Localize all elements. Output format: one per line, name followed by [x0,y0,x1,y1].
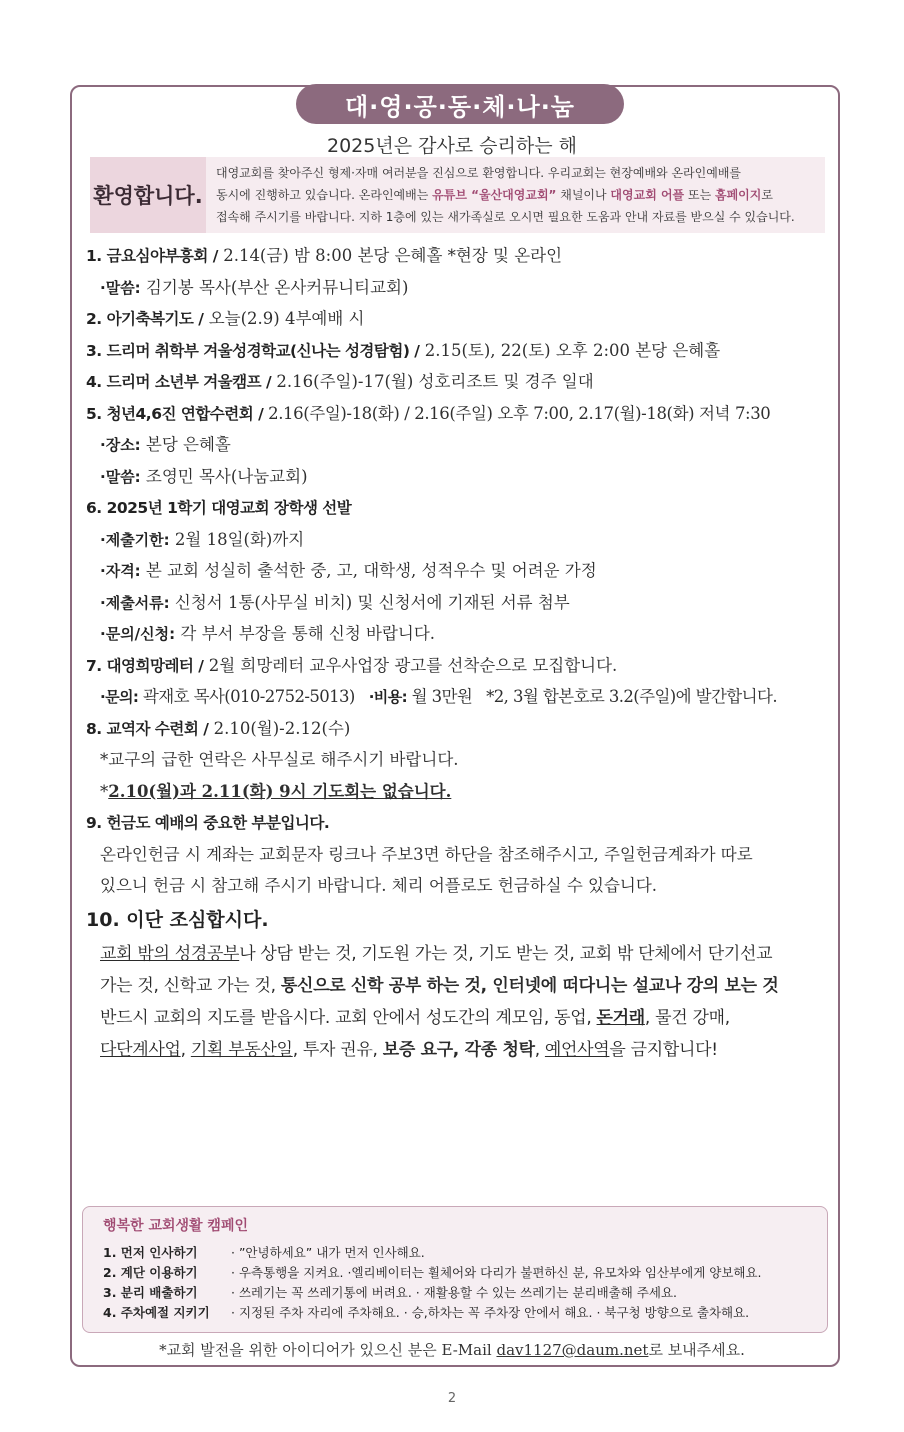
announcement-item-8 [86,713,831,745]
para-text: , 물건 강매, [644,1007,730,1028]
detail-label: ·문의/신청: [100,625,176,643]
welcome-text-span: 동시에 진행하고 있습니다. 온라인예배는 [216,188,433,202]
detail-label: ·장소: [100,436,141,454]
announcement-detail: 있으니 헌금 시 참고해 주시기 바랍니다. 체리 어플로도 헌금하실 수 있습니다. [100,876,658,895]
heresy-paragraph-line [86,938,831,970]
detail-label: ·문의: [100,688,139,706]
para-bold: 보증 요구, 각종 청탁 [382,1039,535,1060]
announcement-detail [86,429,831,461]
item-text: 오늘(2.9) 4부예배 시 [203,309,365,328]
item-heading: 5. 청년4,6진 연합수련회 / [86,404,264,423]
detail-label: ·제출기한: [100,530,170,549]
heresy-paragraph-line [86,970,831,1002]
item-heading: 8. 교역자 수련회 / [86,719,209,738]
announcement-detail [86,618,831,650]
note-marker: * [100,781,109,801]
announcement-item-7 [86,650,831,682]
announcement-item-3 [86,335,831,367]
item-text: 2.14(금) 밤 8:00 본당 은혜홀 *현장 및 온라인 [217,246,563,265]
para-underline: 예언사역 [544,1039,610,1060]
announcement-item-9 [86,807,831,839]
announcement-item-1 [86,240,831,272]
para-underline: 다단계사업 [100,1039,181,1060]
campaign-box [82,1206,828,1333]
item-heading: 1. 금요심야부흥회 / [86,247,218,265]
welcome-text-span: 채널이나 [556,188,611,202]
detail-label: ·말씀: [100,467,141,486]
announcement-note [86,776,831,808]
item-text: 2.16(주일)-18(화) / 2.16(주일) 오후 7:00, 2.17(월)-18(화) 저녁 7:30 [263,403,771,423]
announcement-item-2 [86,303,831,335]
item-text: 2.15(토), 22(토) 오후 2:00 본당 은혜홀 [419,340,721,360]
announcement-detail [86,555,831,587]
page-number: 2 [447,1391,457,1406]
campaign-key: 2. 계단 이용하기 [103,1265,198,1280]
welcome-box [90,157,825,233]
detail-text: 김기봉 목사(부산 온사커뮤니티교회) [140,277,409,297]
announcement-list [86,240,831,1066]
para-text: 나 상담 받는 것, 기도원 가는 것, 기도 받는 것, 교회 밖 단체에서 단기선교 [239,943,773,964]
footer-note [0,1339,904,1360]
welcome-text-span: 로 [761,188,773,202]
welcome-text [206,157,825,233]
para-text: , [534,1039,545,1060]
heresy-paragraph-line [86,1034,831,1066]
homepage-link[interactable]: 홈페이지 [714,188,762,202]
note-text: 2.10(월)과 2.11(화) 9시 기도회는 없습니다. [108,781,452,801]
youtube-channel-link[interactable]: 유튜브 “울산대영교회” [432,188,557,202]
announcement-note: *교구의 급한 연락은 사무실로 해주시기 바랍니다. [100,750,459,769]
campaign-value: · ”안녕하세요” 내가 먼저 인사해요. [231,1245,425,1260]
welcome-line: 접속해 주시기를 바랍니다. 지하 1층에 있는 새가족실로 오시면 필요한 도움과 안내 자료를 받으실 수 있습니다. [216,210,795,224]
detail-text: 신청서 1통(사무실 비치) 및 신청서에 기재된 서류 첨부 [169,592,570,612]
para-bold-underline: 돈거래 [596,1007,645,1028]
detail-label: ·자격: [100,562,141,580]
para-text: , [180,1039,191,1060]
item-text: 2.10(월)-2.12(수) [208,718,351,738]
item-heading: 6. 2025년 1학기 대영교회 장학생 선발 [86,499,352,517]
announcement-detail [86,587,831,619]
announcement-item-5 [86,398,831,430]
detail-label: ·말씀: [100,278,141,297]
campaign-key: 3. 분리 배출하기 [103,1285,198,1300]
campaign-row [103,1283,677,1301]
footer-text: 로 보내주세요. [648,1341,745,1359]
item-text: 2월 희망레터 교우사업장 광고를 선착순으로 모집합니다. [203,655,618,675]
footer-text: *교회 발전을 위한 아이디어가 있으신 분은 E-Mail [159,1341,497,1359]
campaign-key: 4. 주차예절 지키기 [103,1305,210,1320]
detail-text: 본당 은혜홀 [140,435,231,454]
welcome-label: 환영합니다. [90,157,206,233]
para-text: , 투자 권유, [292,1039,383,1060]
item-heading: 7. 대영희망레터 / [86,656,204,675]
announcement-detail [86,461,831,493]
detail-text: 본 교회 성실히 출석한 중, 고, 대학생, 성적우수 및 어려운 가정 [140,561,597,580]
campaign-value: · 쓰레기는 꼭 쓰레기통에 버려요. · 재활용할 수 있는 쓰레기는 분리배출해 주세요. [231,1285,678,1300]
heresy-paragraph-line [86,1002,831,1034]
welcome-line [216,184,815,206]
announcement-item-10-heading: 10. 이단 조심합시다. [86,908,269,931]
item-heading: 2. 아기축복기도 / [86,310,204,328]
detail-label: ·제출서류: [100,593,170,612]
announcement-detail: 온라인헌금 시 계좌는 교회문자 링크나 주보3면 하단을 참조해주시고, 주일헌금계좌가 따로 [100,844,753,864]
email-link[interactable]: dav1127@daum.net [496,1341,649,1359]
para-text: 가는 것, 신학교 가는 것, [100,975,281,996]
item-text: 2.16(주일)-17(월) 성호리조트 및 경주 일대 [271,372,594,391]
para-text: 반드시 교회의 지도를 받읍시다. 교회 안에서 성도간의 계모임, 동업, [100,1007,597,1028]
campaign-row [103,1303,749,1321]
para-underline: 기획 부동산일 [190,1039,293,1060]
announcement-detail [86,524,831,556]
item-heading: 9. 헌금도 예배의 중요한 부분입니다. [86,814,330,832]
campaign-title: 행복한 교회생활 캠페인 [103,1218,248,1234]
item-heading: 3. 드리머 취학부 겨울성경학교(신나는 성경탐험) / [86,341,420,360]
para-text: 을 금지합니다! [609,1039,718,1060]
detail-text: 각 부서 부장을 통해 신청 바랍니다. [175,624,436,643]
campaign-value: · 지정된 주차 자리에 주차해요. · 승,하차는 꼭 주차장 안에서 해요. · 북구청 방향으로 출차해요. [231,1305,750,1320]
para-bold: 통신으로 신학 공부 하는 것, 인터넷에 떠다니는 설교나 강의 보는 것 [280,975,779,996]
announcement-detail [86,272,831,304]
page-subtitle: 2025년은 감사로 승리하는 해 [326,135,577,157]
detail-text: 2월 18일(화)까지 [169,529,305,549]
welcome-text-span: 또는 [684,188,715,202]
detail-text: 곽재호 목사(010-2752-5013) [138,687,369,706]
announcement-detail [86,681,831,713]
campaign-key: 1. 먼저 인사하기 [103,1245,198,1260]
detail-label: ·비용: [368,688,407,706]
detail-text: 조영민 목사(나눔교회) [140,466,308,486]
campaign-row [103,1243,425,1261]
item-heading: 4. 드리머 소년부 겨울캠프 / [86,373,272,391]
announcement-item-6 [86,492,831,524]
campaign-row [103,1263,762,1281]
detail-text: 월 3만원 *2, 3월 합본호로 3.2(주일)에 발간합니다. [406,687,777,706]
announcement-item-4 [86,366,831,398]
church-app-link[interactable]: 대영교회 어플 [610,188,685,202]
welcome-line: 대영교회를 찾아주신 형제·자매 여러분을 진심으로 환영합니다. 우리교회는 현장예배와 온라인예배를 [216,166,742,180]
para-underline: 교회 밖의 성경공부 [100,943,240,964]
page-title: 대·영·공·동·체·나·눔 [296,84,624,124]
campaign-value: · 우측통행을 지켜요. ·엘리베이터는 휠체어와 다리가 불편하신 분, 유모차와 임산부에게 양보해요. [231,1265,762,1280]
